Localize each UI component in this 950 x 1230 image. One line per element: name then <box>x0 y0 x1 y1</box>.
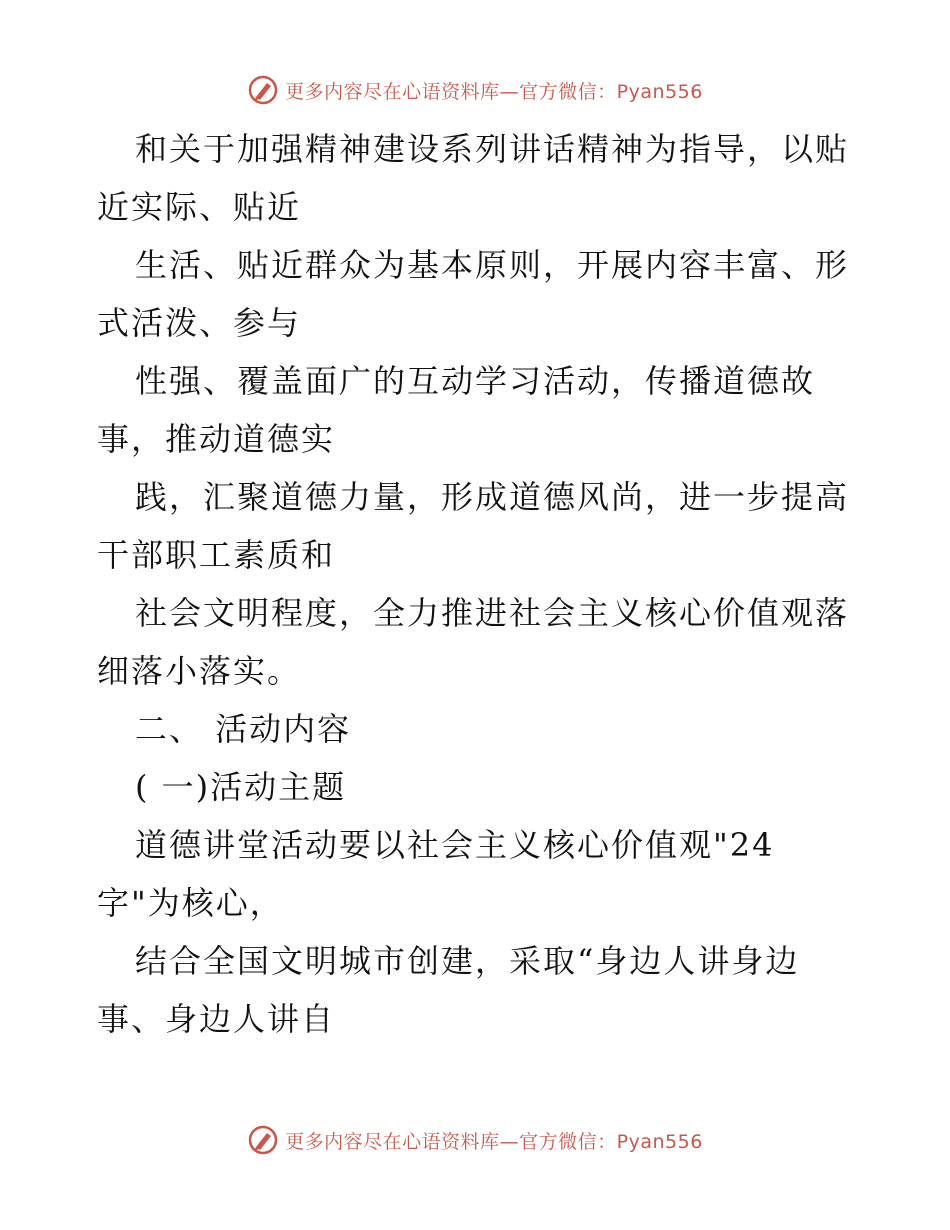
text-line: 道德讲堂活动要以社会主义核心价值观"24 <box>135 826 775 864</box>
text-line: 干部职工素质和 <box>97 536 336 574</box>
text-line: 式活泼、参与 <box>97 304 302 342</box>
pen-logo-icon <box>247 1124 279 1156</box>
text-line: 字"为核心， <box>97 884 284 922</box>
watermark-text: 更多内容尽在心语资料库—官方微信：Pyan556 <box>285 1130 703 1153</box>
text-line: 生活、贴近群众为基本原则，开展内容丰富、形 <box>135 246 850 284</box>
header-watermark <box>0 70 950 110</box>
text-line: 近实际、贴近 <box>97 188 302 226</box>
text-line: 结合全国文明城市创建，采取“身边人讲身边 <box>135 942 800 980</box>
text-line: 细落小落实。 <box>97 652 302 690</box>
document-body <box>97 120 867 1048</box>
text-line: 践，汇聚道德力量，形成道德风尚，进一步提高 <box>135 478 850 516</box>
pen-logo-icon <box>247 74 279 106</box>
text-line: 社会文明程度，全力推进社会主义核心价值观落 <box>135 594 850 632</box>
text-line: 性强、覆盖面广的互动学习活动，传播道德故 <box>135 362 816 400</box>
text-line: 和关于加强精神建设系列讲话精神为指导，以贴 <box>135 130 850 168</box>
text-line: 事，推动道德实 <box>97 420 336 458</box>
text-line: 事、身边人讲自 <box>97 1000 336 1038</box>
text-line: 二、 活动内容 <box>135 710 352 748</box>
footer-watermark <box>0 1120 950 1160</box>
text-line: ( 一)活动主题 <box>135 768 347 806</box>
watermark-text: 更多内容尽在心语资料库—官方微信：Pyan556 <box>285 80 703 103</box>
